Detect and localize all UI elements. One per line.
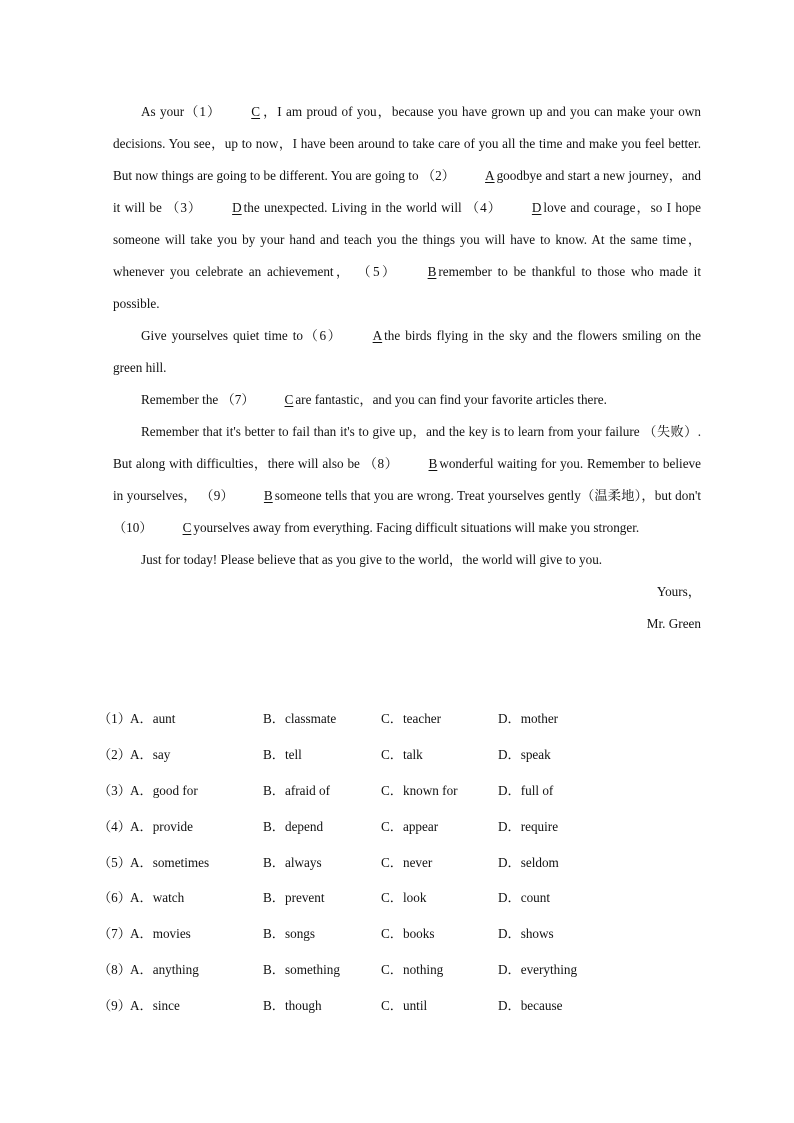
option-c: C．teacher <box>381 711 442 727</box>
text-segment: yourselves away from everything. Facing difficult situations will make you stronger. <box>193 520 640 535</box>
text-segment: the birds flying in the sky and the flowers smiling on the green hill. <box>113 328 701 375</box>
option-b: B．though <box>263 997 322 1013</box>
text-segment: goodbye and start a new journey，and it will be （3） <box>113 168 701 215</box>
option-c: C．appear <box>381 818 439 834</box>
option-d: D．shows <box>498 926 554 942</box>
option-b: B．depend <box>263 818 324 834</box>
answer-blank-4: D <box>531 200 542 215</box>
option-c: C．known for <box>381 782 458 798</box>
question-number: （8） <box>98 961 131 977</box>
option-a: A．movies <box>130 926 191 942</box>
option-d: D．mother <box>498 711 559 727</box>
question-number: （2） <box>98 747 131 763</box>
option-b: B．something <box>263 961 340 977</box>
option-d: D．full of <box>498 782 554 798</box>
option-row <box>98 700 698 736</box>
answer-blank-8: B <box>428 456 438 471</box>
text-segment: As your（1） <box>141 104 222 119</box>
option-row <box>98 879 698 915</box>
option-c: C．look <box>381 890 427 906</box>
option-row <box>98 807 698 843</box>
text-segment: remember to be thankful to those who made it possible. <box>113 264 701 311</box>
option-a: A．watch <box>130 890 185 906</box>
paragraph-4 <box>113 416 701 544</box>
answer-blank-3: D <box>232 200 242 215</box>
option-b: B．prevent <box>263 890 325 906</box>
option-d: D．everything <box>498 961 578 977</box>
signature: Mr. Green <box>646 616 701 631</box>
text-segment: are fantastic，and you can find your favorite articles there. <box>295 392 607 407</box>
option-c: C．talk <box>381 747 423 763</box>
option-row <box>98 986 698 1022</box>
paragraph-2 <box>113 320 701 384</box>
option-row <box>98 915 698 951</box>
question-number: （6） <box>98 890 131 906</box>
text-segment: someone tells that you are wrong. Treat yourselves gently（温柔地），but don't（10） <box>113 488 701 535</box>
text-segment: ，I am proud of you，because you have grown up and you can make your own decisions. You see，up to now，I have been around to take care of you all the time and make you feel better. But now things are going to be different. You are going to （2） <box>113 104 701 183</box>
closing: Yours， <box>656 584 701 599</box>
paragraph-1 <box>113 96 701 320</box>
option-a: A．aunt <box>130 711 176 727</box>
option-a: A．provide <box>130 818 193 834</box>
option-d: D．require <box>498 818 559 834</box>
option-c: C．nothing <box>381 961 444 977</box>
option-c: C．books <box>381 926 435 942</box>
paragraph-3 <box>113 384 701 416</box>
question-number: （1） <box>98 711 131 727</box>
paragraph-5: Just for today! Please believe that as you give to the world，the world will give to you. <box>141 552 603 567</box>
passage <box>113 96 701 640</box>
option-d: D．because <box>498 997 563 1013</box>
option-b: B．always <box>263 854 322 870</box>
text-segment: the unexpected. Living in the world will （4） <box>243 200 502 215</box>
option-a: A．anything <box>130 961 199 977</box>
text-segment: love and courage，so I hope someone will take you by your hand and teach you the things you will have to know. At the same time，whenever you celebrate an achievement， （5） <box>113 200 701 279</box>
question-number: （7） <box>98 926 131 942</box>
question-number: （4） <box>98 818 131 834</box>
option-b: B．tell <box>263 747 302 763</box>
text-segment: wonderful waiting for you. Remember to believe in yourselves， （9） <box>113 456 702 503</box>
question-number: （3） <box>98 782 131 798</box>
option-row <box>98 736 698 772</box>
option-a: A．sometimes <box>130 854 210 870</box>
option-row <box>98 843 698 879</box>
answer-blank-9: B <box>263 488 273 503</box>
option-a: A．say <box>130 747 171 763</box>
option-b: B．classmate <box>263 711 337 727</box>
question-number: （5） <box>98 854 131 870</box>
text-segment: Remember the （7） <box>141 392 255 407</box>
option-a: A．good for <box>130 782 198 798</box>
answer-blank-7: C <box>284 392 294 407</box>
option-b: B．songs <box>263 926 316 942</box>
option-row <box>98 772 698 808</box>
answer-blank-5: B <box>427 264 437 279</box>
text-segment: Give yourselves quiet time to（6） <box>141 328 343 343</box>
option-c: C．until <box>381 997 428 1013</box>
answer-blank-6: A <box>372 328 383 343</box>
answer-blank-1: C <box>251 104 261 119</box>
answer-blank-10: C <box>182 520 192 535</box>
option-d: D．speak <box>498 747 551 763</box>
answer-blank-2: A <box>485 168 495 183</box>
option-c: C．never <box>381 854 433 870</box>
text-segment: Remember that it's better to fail than it's to give up，and the key is to learn from your failure （失败）. But along with difficulties，there will also be （8） <box>113 424 701 471</box>
option-b: B．afraid of <box>263 782 331 798</box>
option-d: D．seldom <box>498 854 559 870</box>
question-number: （9） <box>98 997 131 1013</box>
options-list <box>98 700 698 1022</box>
option-row <box>98 951 698 987</box>
option-d: D．count <box>498 890 551 906</box>
option-a: A．since <box>130 997 180 1013</box>
